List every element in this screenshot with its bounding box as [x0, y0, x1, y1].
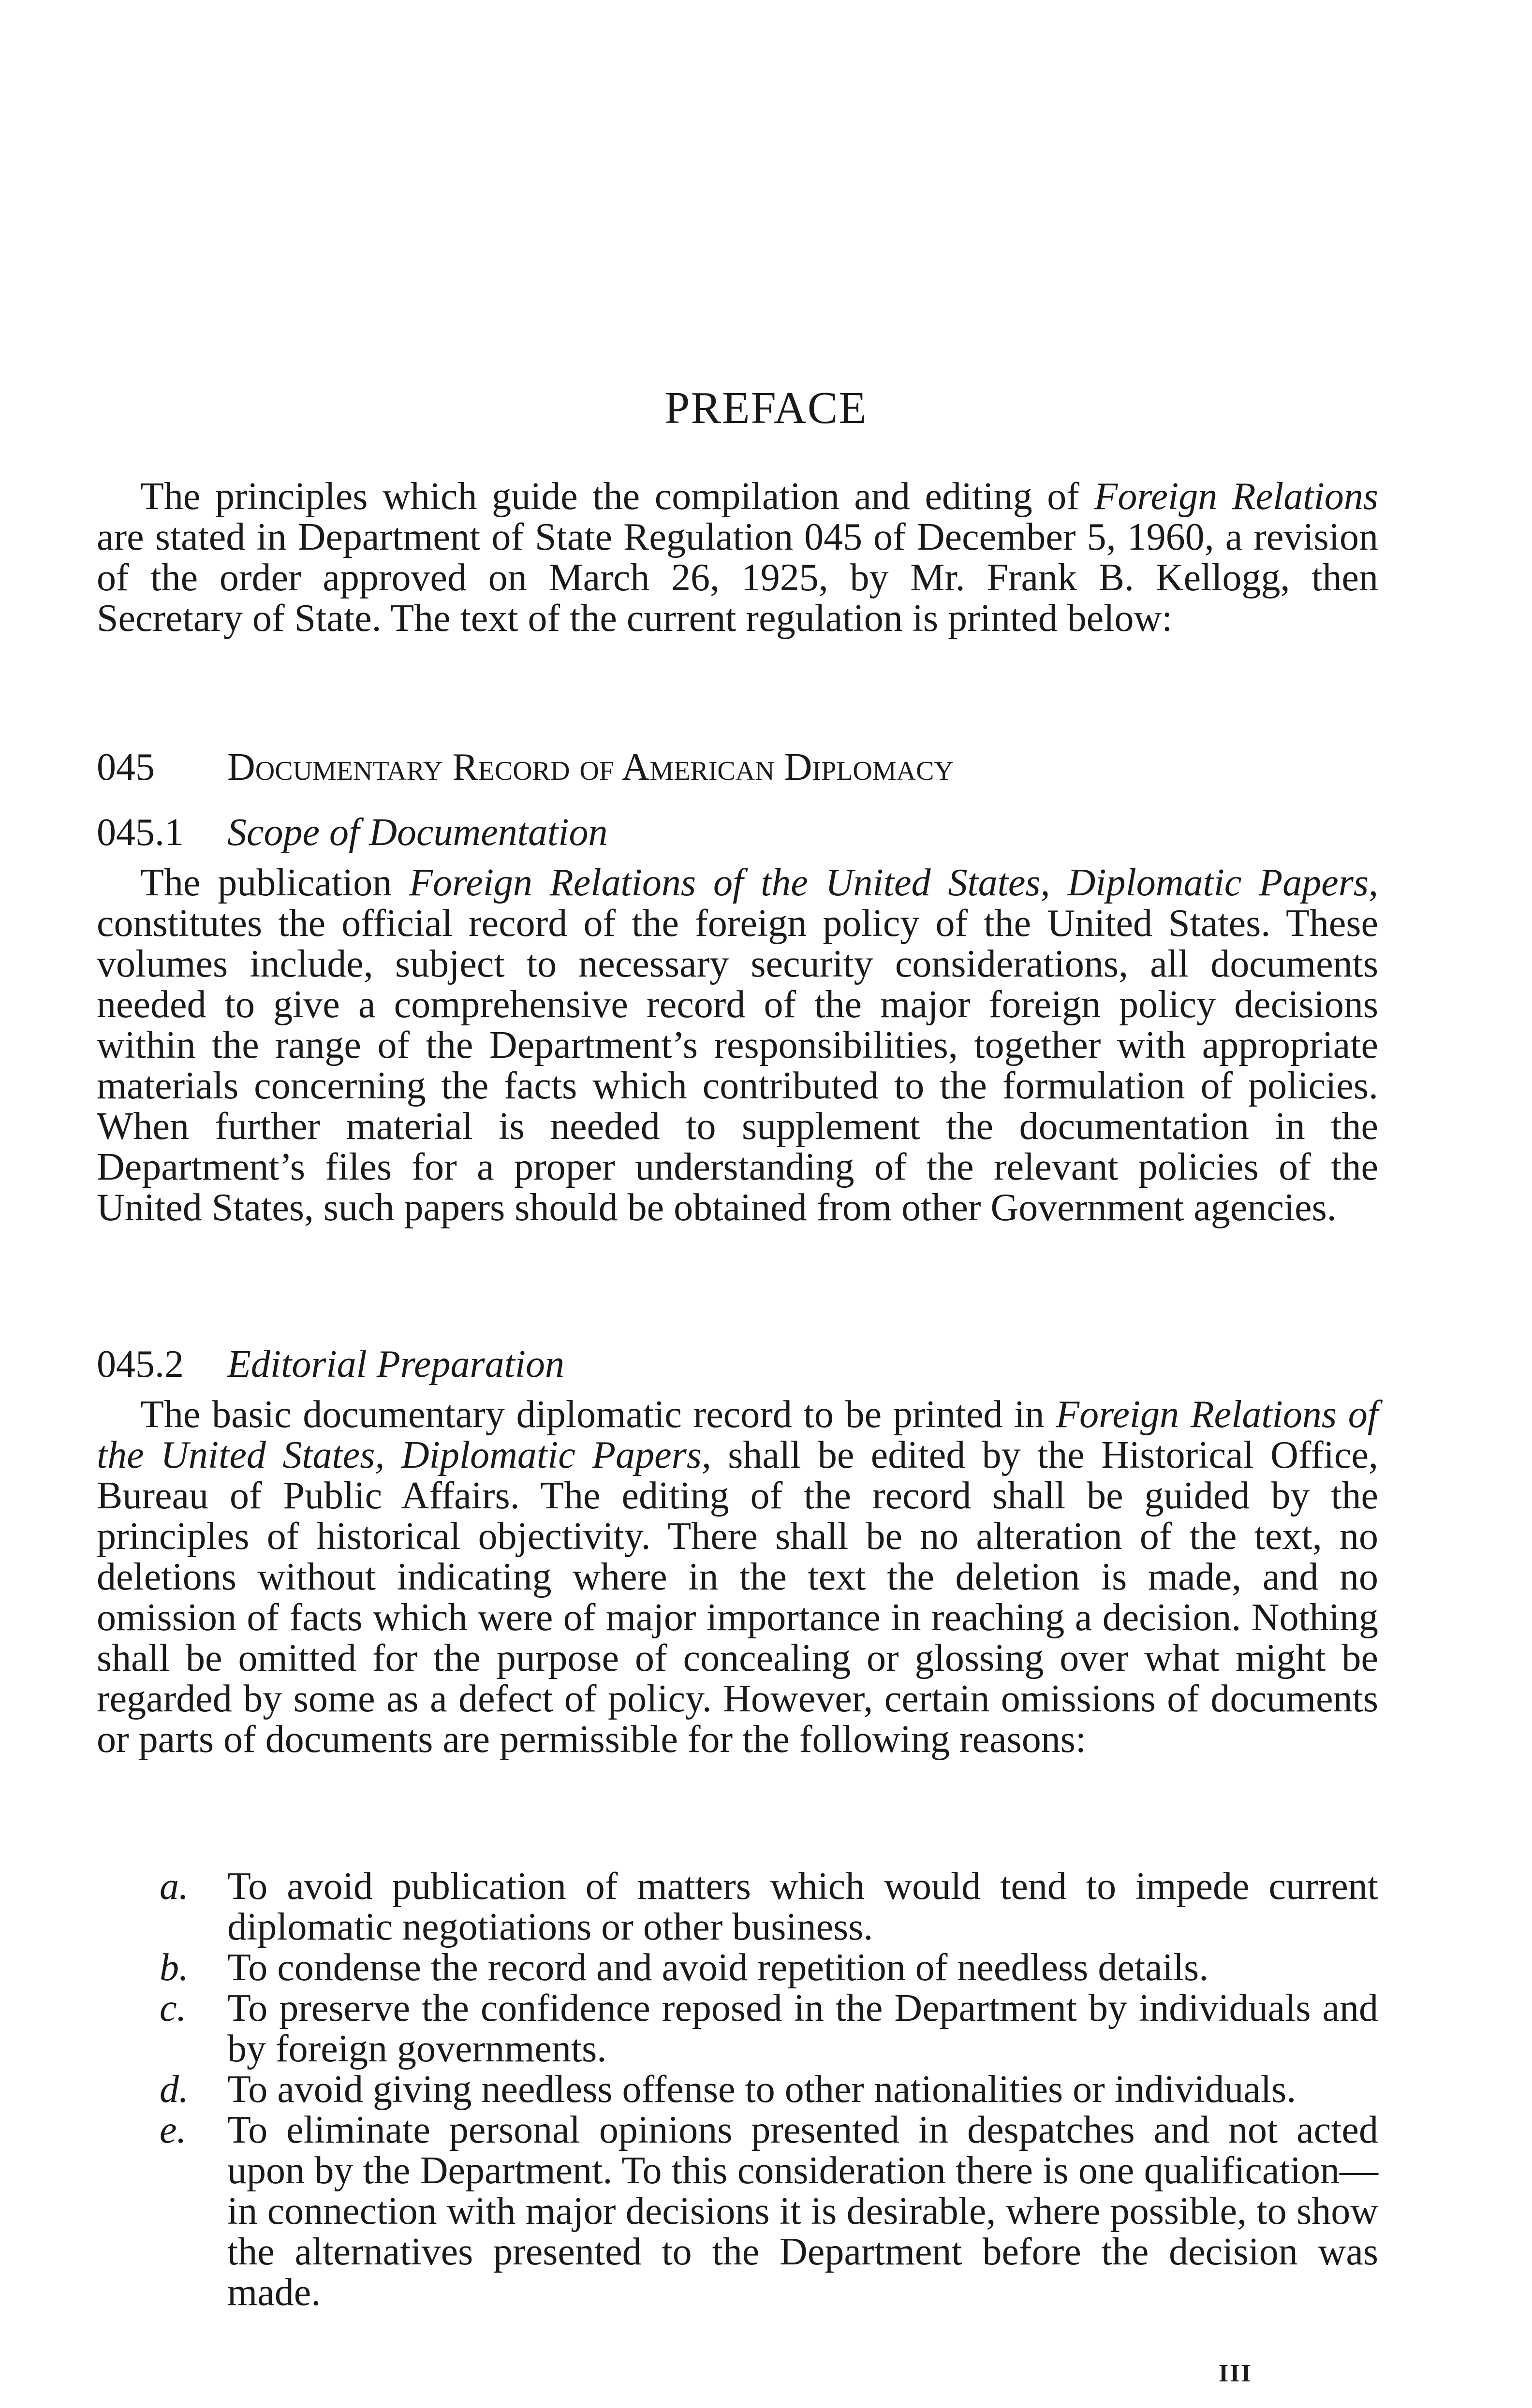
reason-letter: c.: [160, 1987, 187, 2029]
reason-item-b: [97, 1947, 1378, 1988]
section-045-1-number: 045.1: [97, 811, 184, 854]
reason-text: To preserve the confidence reposed in the Department by individuals and by foreign governments.: [227, 1987, 1378, 2070]
reason-text: To eliminate personal opinions presented in despatches and not acted upon by the Department. To this consideration there is one qualification—in connection with major decisions it is desirable, where possible, to show the alternatives presented to the Department before the decision was made.: [227, 2109, 1378, 2314]
section-045-2-paragraph: [97, 1394, 1378, 1760]
page-title: PREFACE: [664, 383, 868, 433]
reason-item-d: [97, 2069, 1378, 2110]
section-045-1-heading: [97, 812, 1378, 853]
reason-item-e: [97, 2110, 1378, 2313]
section-045-2-title: Editorial Preparation: [227, 1343, 565, 1386]
section-045-1-title: Scope of Documentation: [227, 811, 608, 854]
section-045-1-text-2: constitutes the official record of the foreign policy of the United States. These volumes include, subject to necessary security considerations, all documents needed to give a comprehensive record of the major foreign policy decisions within the range of the Department’s responsibilities, together with appropriate materials concerning the facts which contributed to the formulation of policies. When further material is needed to supplement the documentation in the Department’s files for a proper understanding of the relevant policies of the United States, such papers should be obtained from other Government agencies.: [97, 902, 1378, 1229]
reason-letter: d.: [160, 2068, 189, 2111]
section-045: [97, 747, 1378, 788]
reason-text: To condense the record and avoid repetition of needless details.: [227, 1946, 1209, 1989]
section-045-1: [97, 812, 1378, 1228]
reason-item-a: [97, 1866, 1378, 1947]
reason-letter: e.: [160, 2109, 187, 2151]
page-number: III: [1219, 2360, 1252, 2387]
section-045-2-text-1: The basic documentary diplomatic record to be printed in: [140, 1393, 1056, 1436]
reasons-list-container: [97, 1866, 1378, 2313]
section-045-2-heading: [97, 1344, 1378, 1385]
preface-intro: [97, 476, 1378, 639]
reasons-list: [97, 1866, 1378, 2313]
section-045-2: [97, 1344, 1378, 1760]
section-045-1-text-1: The publication: [140, 861, 410, 904]
section-045-2-italic-title: Foreign Relations of the United States, Diplomatic Papers,: [97, 1393, 1378, 1476]
intro-italic-title: Foreign Relations: [1094, 475, 1378, 518]
reason-text: To avoid giving needless offense to other nationalities or individuals.: [227, 2068, 1296, 2111]
section-045-title: Documentary Record of American Diplomacy: [227, 746, 954, 788]
section-045-heading: [97, 747, 1378, 788]
section-045-2-text-2: shall be edited by the Historical Office, Bureau of Public Affairs. The editing of the record shall be guided by the principles of historical objectivity. There shall be no alteration of the text, no deletions without indicating where in the text the deletion is made, and no omission of facts which were of major importance in reaching a decision. Nothing shall be omitted for the purpose of concealing or glossing over what might be regarded by some as a defect of policy. However, certain omissions of documents or parts of documents are permissible for the following reasons:: [97, 1434, 1378, 1761]
reason-item-c: [97, 1988, 1378, 2069]
reason-letter: a.: [160, 1865, 189, 1908]
section-045-1-italic-title: Foreign Relations of the United States, Diplomatic Papers,: [409, 861, 1379, 904]
reason-text: To avoid publication of matters which would tend to impede current diplomatic negotiations or other business.: [227, 1865, 1378, 1948]
section-045-2-number: 045.2: [97, 1343, 184, 1386]
section-045-1-paragraph: [97, 862, 1378, 1228]
intro-text-1: The principles which guide the compilation and editing of: [140, 475, 1094, 518]
intro-paragraph: [97, 476, 1378, 639]
section-045-number: 045: [97, 746, 155, 788]
intro-text-2: are stated in Department of State Regulation 045 of December 5, 1960, a revision of the order approved on March 26, 1925, by Mr. Frank B. Kellogg, then Secretary of State. The text of the current regulation is printed below:: [97, 516, 1378, 640]
reason-letter: b.: [160, 1946, 189, 1989]
